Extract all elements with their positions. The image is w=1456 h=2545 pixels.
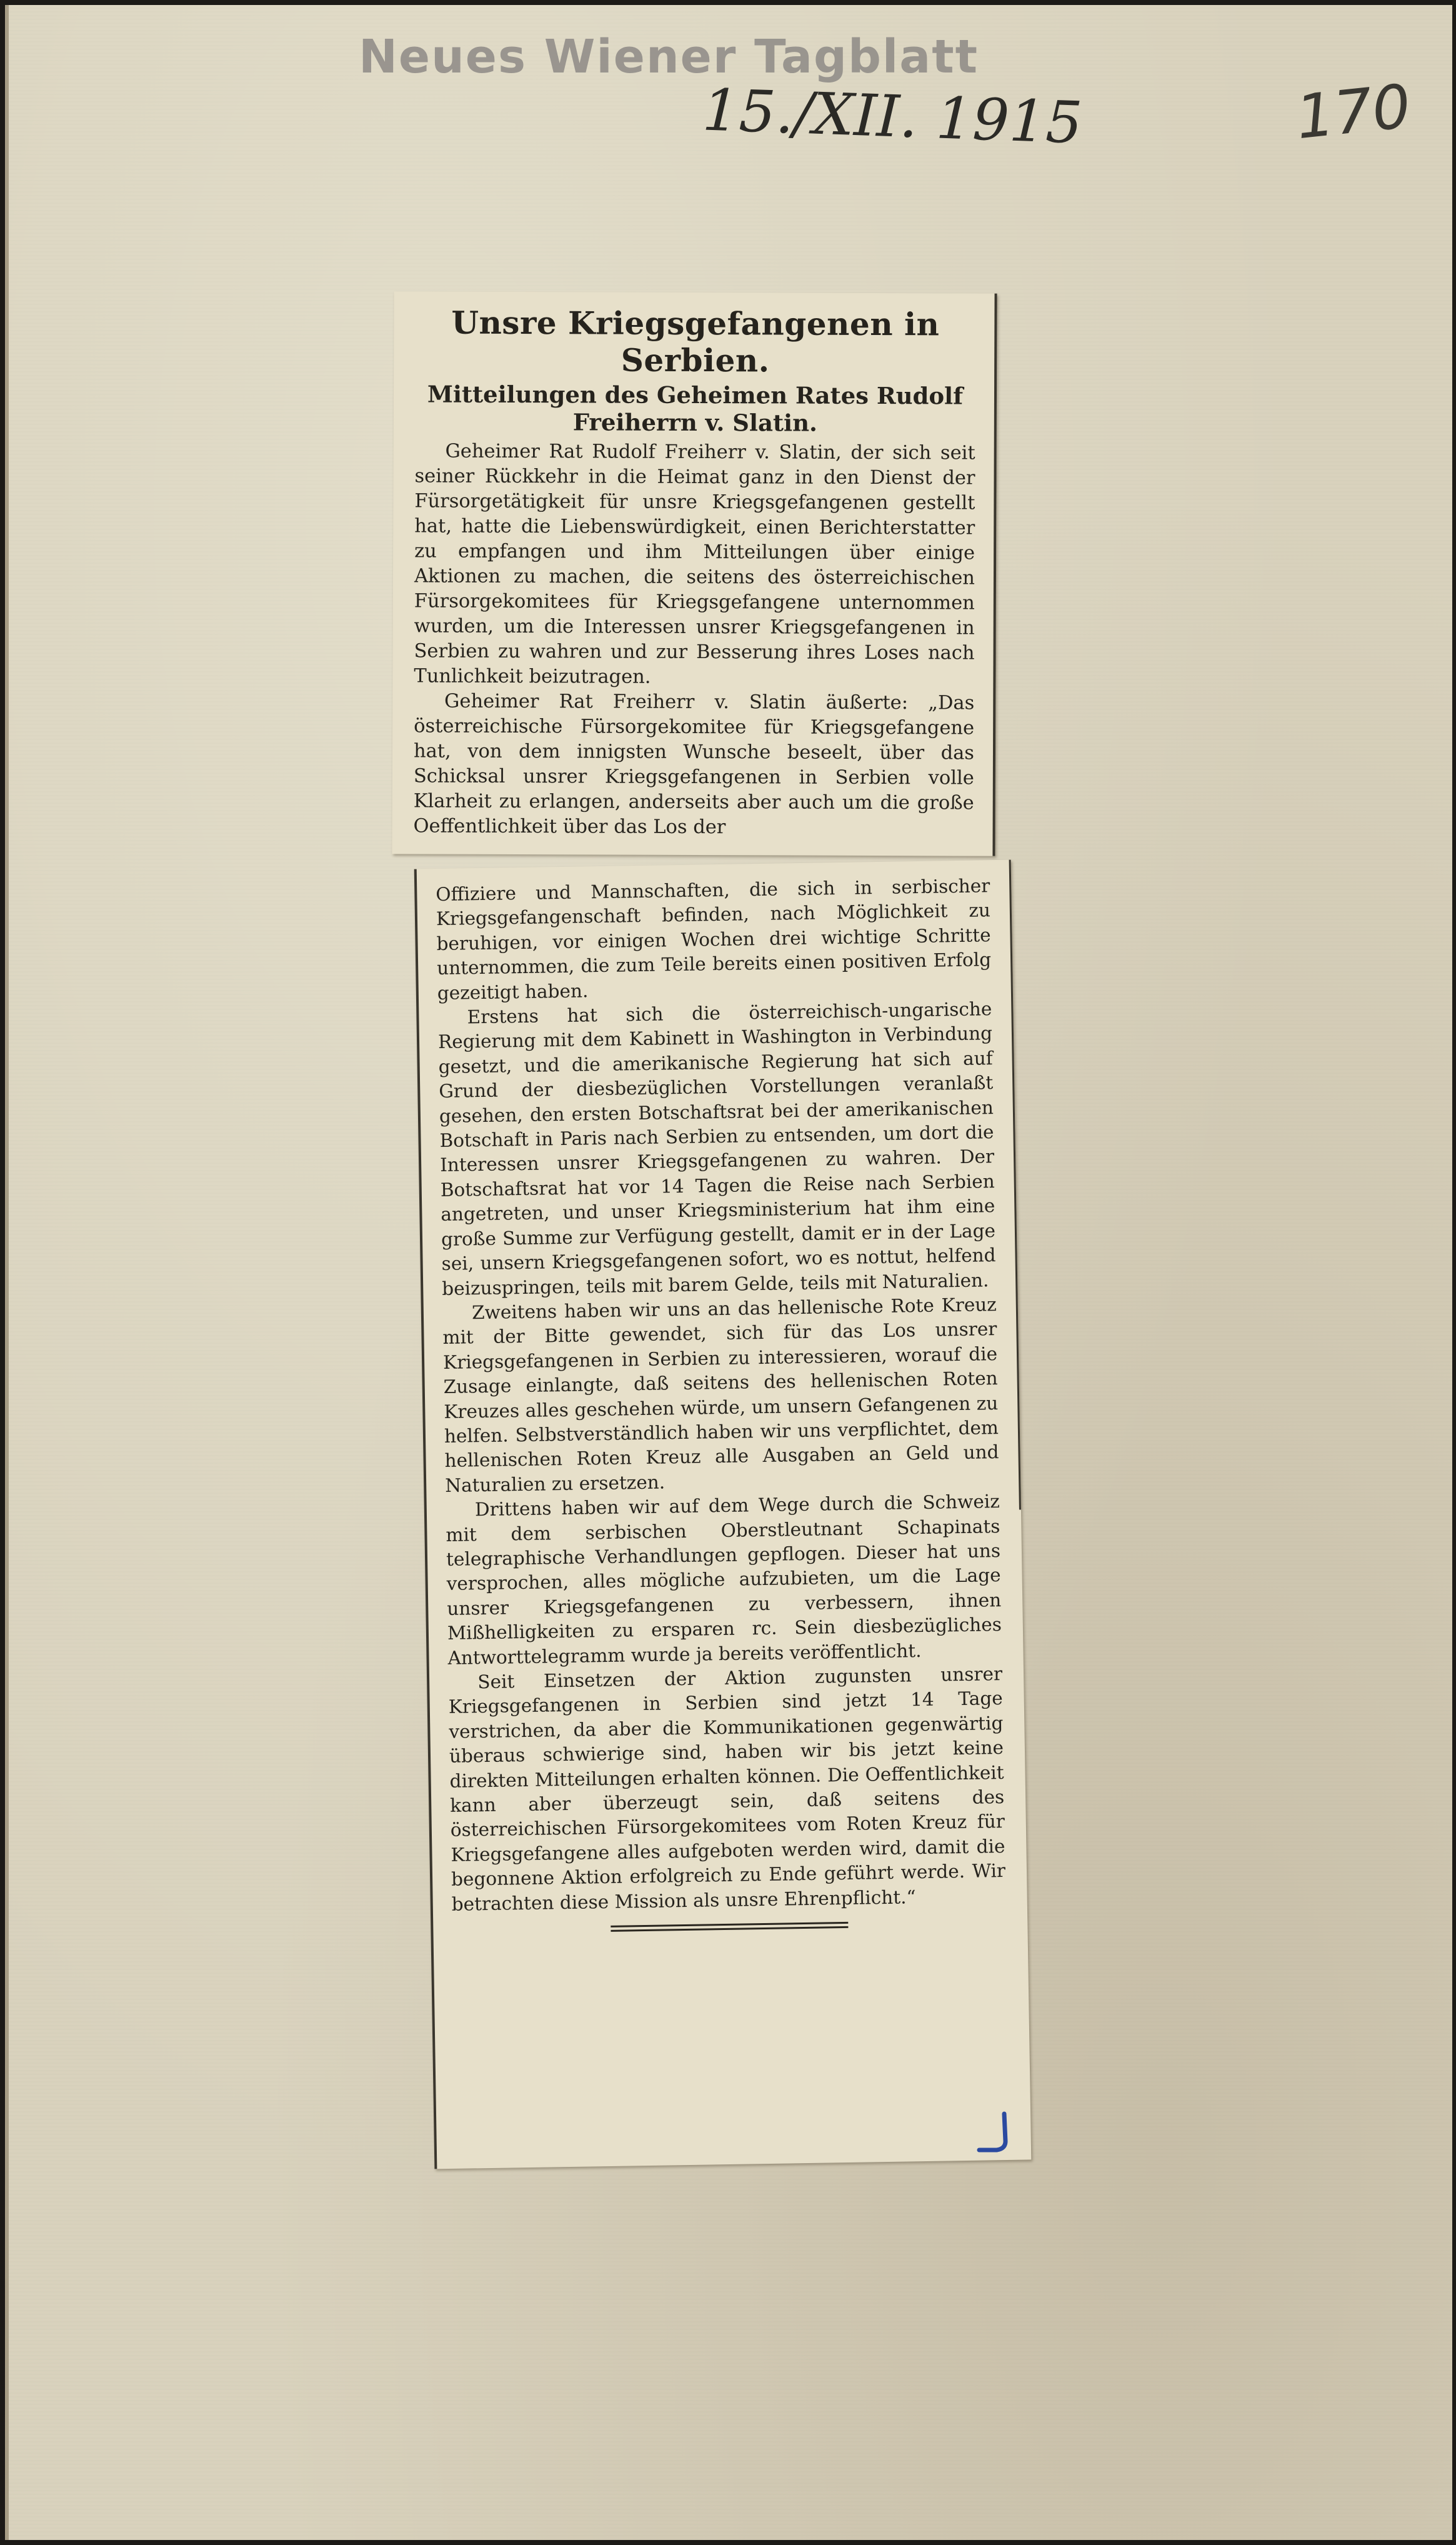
column-rule (992, 294, 997, 856)
column-rule (414, 869, 437, 2169)
article-paragraph: Geheimer Rat Freiherr v. Slatin äußerte: „Das österreichische Fürsorgekomitee für Kriegsgefangene hat, von dem innigsten Wunsche beseelt, über das Schicksal unsrer Kriegsgefangenen in Serbien volle Klarheit zu erlangen, anderseits aber auch um die große Oeffentlichkeit über das Los der (413, 690, 975, 839)
folio-number: 170 (1292, 71, 1414, 153)
article-paragraph: Geheimer Rat Rudolf Freiherr v. Slatin, der sich seit seiner Rückkehr in die Heimat ganz in den Dienst der Fürsorgetätigkeit für unsre Kriegsgefangenen gestellt hat, hatte die Liebenswürdigkeit, einen Berichterstatter zu empfangen und ihm Mitteilungen über einige Aktionen zu machen, die seitens des österreichischen Fürsorgekomitees für Kriegsgefangene unternommen wurden, um die Interessen unsrer Kriegsgefangenen in Serbien zu wahren und zur Besserung ihres Loses nach Tunlichkeit beizutragen. (414, 440, 975, 688)
end-of-article-rule (611, 1922, 848, 1932)
clipping-part-one (392, 291, 997, 856)
archive-sheet (5, 5, 1452, 2540)
article-paragraph: Zweitens haben wir uns an das hellenische Rote Kreuz mit der Bitte gewendet, sich für das Los unsrer Kriegsgefangenen in Serbien zu interessieren, worauf die Zusage einlangte, daß seitens des hellenischen Roten Kreuzes alles geschehen würde, um unsern Gefangenen zu helfen. Selbstverständlich haben wir uns verpflichtet, dem hellenischen Roten Kreuz alle Ausgaben an Geld und Naturalien zu ersetzen. (442, 1293, 999, 1496)
column-rule (1009, 860, 1021, 1510)
article-subheadline: Mitteilungen des Geheimen Rates Rudolf Freiherrn v. Slatin. (427, 380, 964, 437)
handwritten-date: 15./XII. 1915 (701, 76, 1084, 157)
article-paragraph: Seit Einsetzen der Aktion zugunsten unsrer Kriegsgefangenen in Serbien sind jetzt 14 Tage verstrichen, da aber die Kommunikationen gegenwärtig überaus schwierige sind, haben wir bis jetzt keine direkten Mitteilungen erhalten können. Die Oeffentlichkeit kann aber überzeugt sein, daß seitens des österreichischen Fürsorgekomitees vom Roten Kreuz für Kriegsgefangene alles aufgeboten werden wird, damit die begonnene Aktion erfolgreich zu Ende geführt werde. Wir betrachten diese Mission als unsre Ehrenpflicht.“ (448, 1663, 1006, 1915)
clipping-text-column (436, 874, 1006, 1934)
article-paragraph: Drittens haben wir auf dem Wege durch die Schweiz mit dem serbischen Oberstleutnant Schapinats telegraphische Verhandlungen gepflogen. Dieser hat uns versprochen, alles mögliche aufzubieten, um die Lage unsrer Kriegsgefangenen zu verbessern, ihnen Mißhelligkeiten zu ersparen rc. Sein diesbezügliches Antworttelegramm wurde ja bereits veröffentlicht. (446, 1491, 1002, 1669)
clipping-text-column (414, 298, 976, 841)
article-paragraph: Erstens hat sich die österreichisch-ungarische Regierung mit dem Kabinett in Washington in Verbindung gesetzt, und die amerikanische Regierung hat sich auf Grund der diesbezüglichen Vorstellungen veranlaßt gesehen, den ersten Botschaftsrat bei der amerikanischen Botschaft in Paris nach Serbien zu entsenden, um dort die Interessen unsrer Kriegsgefangenen zu wahren. Der Botschaftsrat hat vor 14 Tagen die Reise nach Serbien angetreten, und unser Kriegsministerium hat ihm eine große Summe zur Verfügung gestellt, damit er in der Lage sei, unsern Kriegsgefangenen sofort, wo es nottut, helfend beizuspringen, teils mit barem Gelde, teils mit Naturalien. (437, 998, 996, 1299)
article-headline: Unsre Kriegsgefangenen in Serbien. (451, 304, 940, 379)
newspaper-name-stamp: Neues Wiener Tagblatt (359, 30, 979, 84)
blue-pencil-mark-icon (974, 2111, 1018, 2155)
article-paragraph: Offiziere und Mannschaften, die sich in serbischer Kriegsgefangenschaft befinden, nach Möglichkeit zu beruhigen, vor einigen Wochen drei wichtige Schritte unternommen, die zum Teile bereits einen positiven Erfolg gezeitigt haben. (436, 875, 992, 1004)
clipping-part-two (414, 860, 1032, 2169)
